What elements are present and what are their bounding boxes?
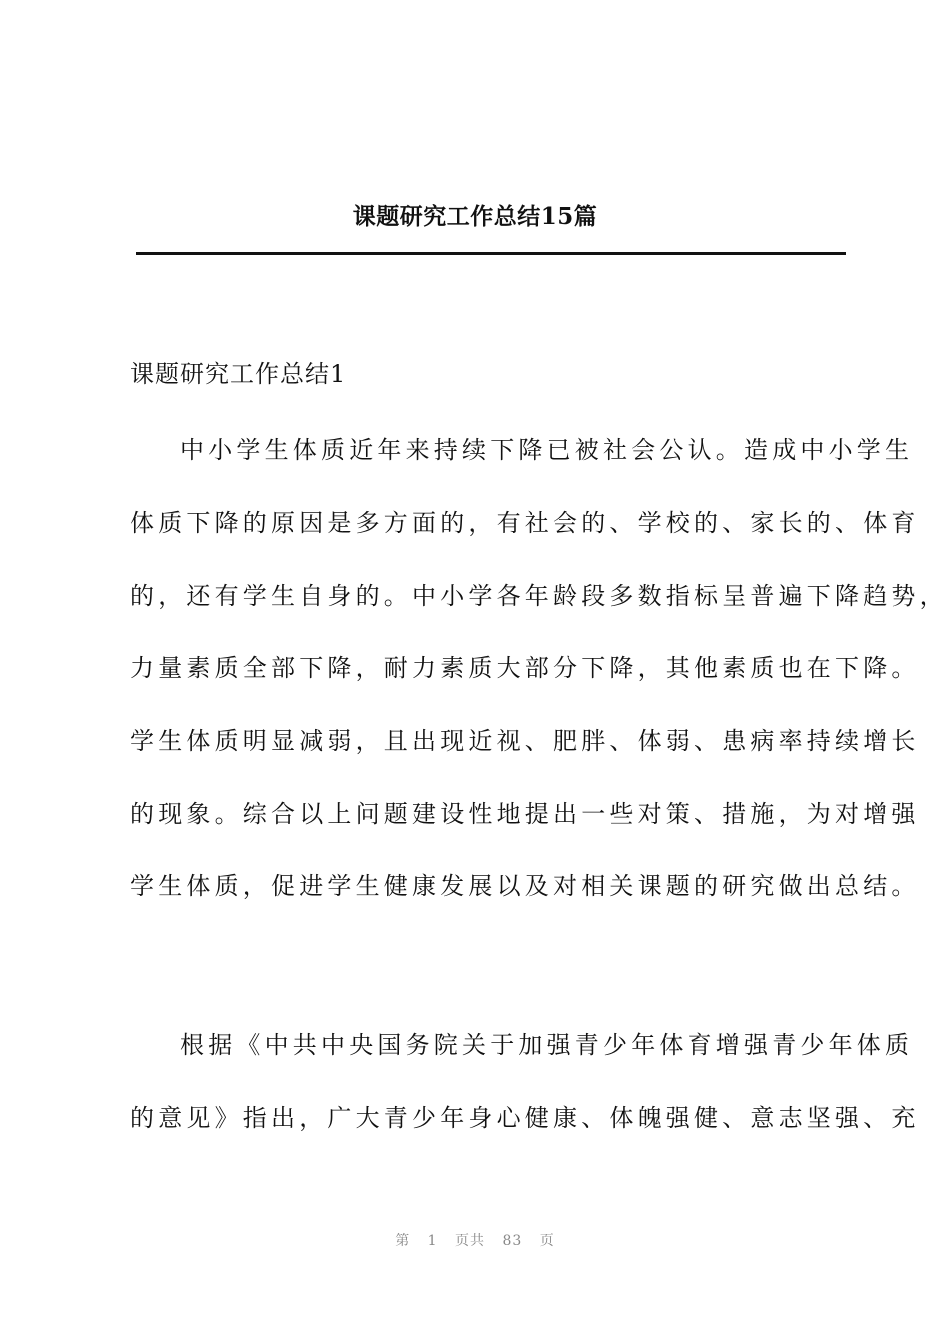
paragraph-1-line: 的现象。综合以上问题建设性地提出一些对策、措施，为对增强 [130,800,920,828]
footer-current-page: 1 [427,1233,438,1249]
paragraph-1-line: 力量素质全部下降，耐力素质大部分下降，其他素质也在下降。 [130,654,920,682]
page-footer [0,1230,950,1250]
paragraph-1-line: 体质下降的原因是多方面的，有社会的、学校的、家长的、体育 [130,509,920,537]
paragraph-1-line: 学生体质，促进学生健康发展以及对相关课题的研究做出总结。 [130,872,920,900]
footer-total-pages: 83 [502,1233,523,1249]
document-title: 课题研究工作总结15篇 [352,203,598,230]
footer-suffix: 页 [539,1233,555,1249]
paragraph-2-line: 的意见》指出，广大青少年身心健康、体魄强健、意志坚强、充 [130,1104,920,1132]
title-underline-rule [136,252,846,255]
paragraph-1-line: 中小学生体质近年来持续下降已被社会公认。造成中小学生 [180,436,914,464]
footer-middle: 页共 [455,1233,486,1249]
paragraph-1-line: 的，还有学生自身的。中小学各年龄段多数指标呈普遍下降趋势， [130,582,948,610]
paragraph-1-line: 学生体质明显减弱，且出现近视、肥胖、体弱、患病率持续增长 [130,727,920,755]
paragraph-2-line: 根据《中共中央国务院关于加强青少年体育增强青少年体质 [180,1031,914,1059]
footer-prefix: 第 [395,1233,411,1249]
section-heading: 课题研究工作总结1 [130,360,347,388]
